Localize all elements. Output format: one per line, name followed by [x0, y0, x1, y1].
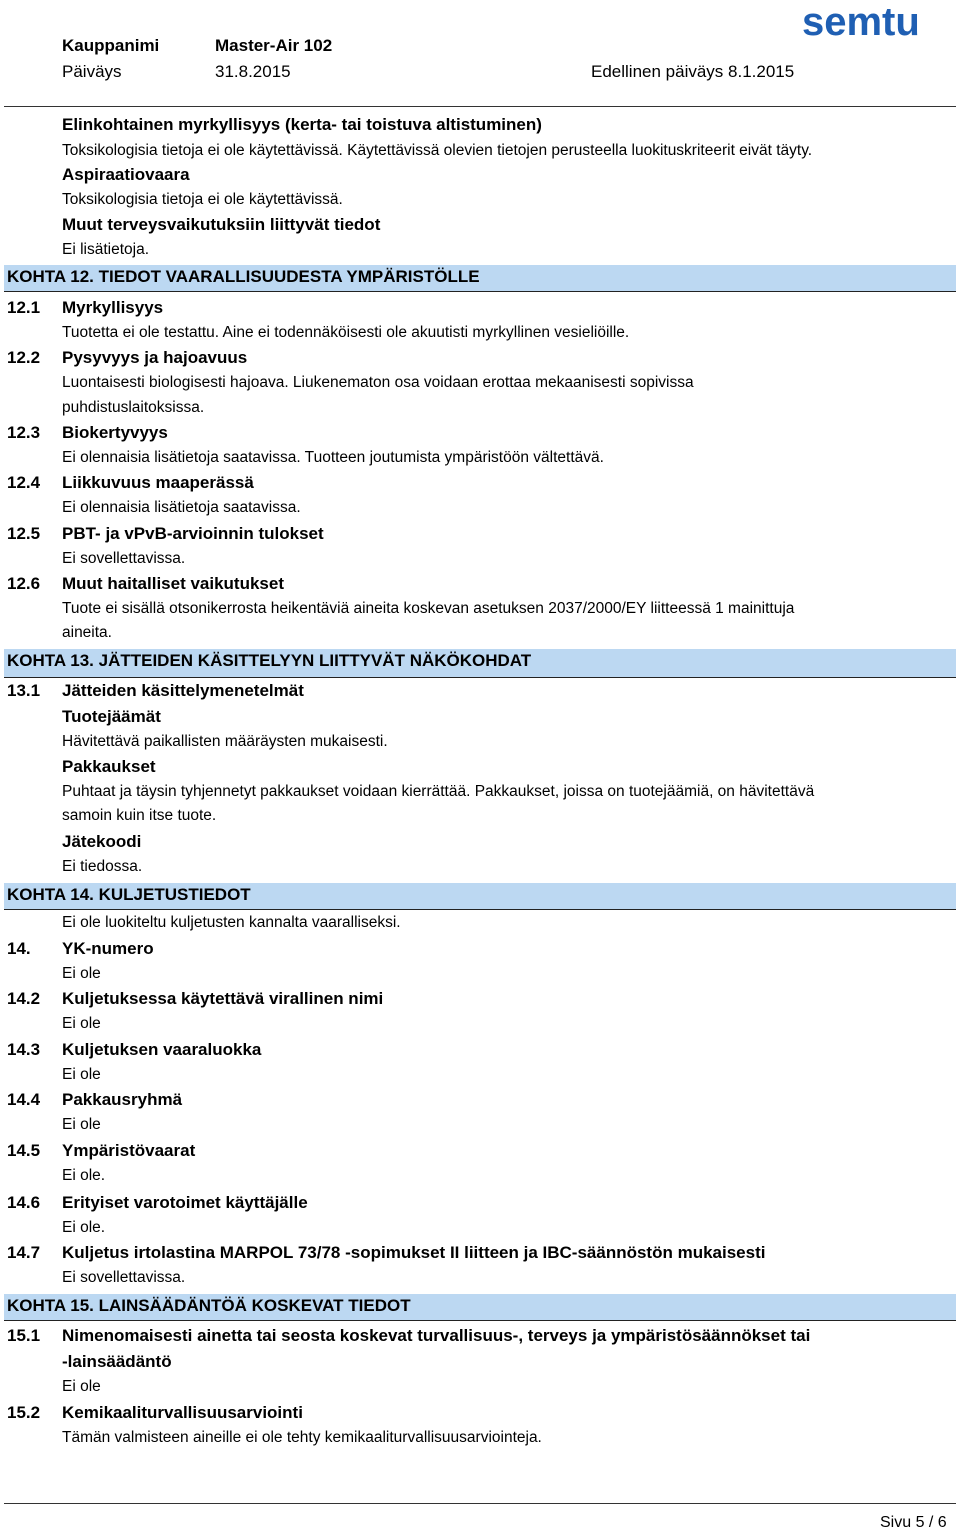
item-number: 12.6 [7, 574, 41, 593]
item-text: Ei ole. [62, 1167, 106, 1184]
item-number: 15.1 [7, 1326, 41, 1345]
header-divider [4, 106, 956, 107]
item-title: Muut haitalliset vaikutukset [62, 574, 284, 593]
item-number: 14.7 [7, 1243, 41, 1262]
item-title: Kemikaaliturvallisuusarviointi [62, 1403, 303, 1422]
item-text: puhdistuslaitoksissa. [62, 399, 205, 416]
packaging-text: Puhtaat ja täysin tyhjennetyt pakkaukset voidaan kierrättää. Pakkaukset, joissa on tuotejäämiä, on hävitettävä [62, 783, 815, 800]
residues-text: Hävitettävä paikallisten määräysten mukaisesti. [62, 733, 388, 750]
item-text: Ei olennaisia lisätietoja saatavissa. Tuotteen joutumista ympäristöön vältettävä. [62, 449, 604, 466]
item-title: -lainsäädäntö [62, 1352, 172, 1371]
semtu-logo: semtu [802, 0, 920, 44]
item-text: Tämän valmisteen aineille ei ole tehty kemikaaliturvallisuusarviointeja. [62, 1429, 542, 1446]
other-health-title: Muut terveysvaikutuksiin liittyvät tiedot [62, 215, 381, 234]
item-text: Luontaisesti biologisesti hajoava. Liukenematon osa voidaan erottaa mekaanisesti sopivissa [62, 374, 694, 391]
section-13-header [4, 649, 956, 678]
item-number: 15.2 [7, 1403, 41, 1422]
item-title: Myrkyllisyys [62, 298, 164, 317]
item-title: YK-numero [62, 939, 154, 958]
other-health-text: Ei lisätietoja. [62, 241, 150, 258]
waste-code-text: Ei tiedossa. [62, 858, 143, 875]
item-title: Nimenomaisesti ainetta tai seosta koskevat turvallisuus-, terveys ja ympäristösäännökset tai [62, 1326, 811, 1345]
section-12-title: KOHTA 12. TIEDOT VAARALLISUUDESTA YMPÄRISTÖLLE [7, 267, 480, 286]
section-15-title: KOHTA 15. LAINSÄÄDÄNTÖÄ KOSKEVAT TIEDOT [7, 1296, 411, 1315]
stot-text: Toksikologisia tietoja ei ole käytettävissä. Käytettävissä olevien tietojen perusteella luokituskriteerit eivät täyty. [62, 142, 813, 159]
item-title: Ympäristövaarat [62, 1141, 196, 1160]
item-title: Erityiset varotoimet käyttäjälle [62, 1193, 308, 1212]
footer-divider [4, 1503, 956, 1504]
section-14-title: KOHTA 14. KULJETUSTIEDOT [7, 885, 251, 904]
item-text: Ei ole [62, 965, 101, 982]
item-title: Liikkuvuus maaperässä [62, 473, 254, 492]
previous-date: Edellinen päiväys 8.1.2015 [591, 62, 795, 81]
item-number: 14.6 [7, 1193, 41, 1212]
item-title: Kuljetus irtolastina MARPOL 73/78 -sopimukset II liitteen ja IBC-säännöstön mukaisesti [62, 1243, 766, 1262]
item-title: Biokertyvyys [62, 423, 168, 442]
date: 31.8.2015 [215, 62, 291, 81]
item-title: Pysyvyys ja hajoavuus [62, 348, 248, 367]
item-number: 13.1 [7, 681, 41, 700]
section-13-title: KOHTA 13. JÄTTEIDEN KÄSITTELYYN LIITTYVÄT NÄKÖKOHDAT [7, 651, 532, 670]
packaging-title: Pakkaukset [62, 757, 156, 776]
item-title: Kuljetuksessa käytettävä virallinen nimi [62, 989, 384, 1008]
residues-title: Tuotejäämät [62, 707, 161, 726]
item-text: Ei ole. [62, 1219, 106, 1236]
trade-name: Master-Air 102 [215, 36, 333, 55]
item-number: 14.4 [7, 1090, 41, 1109]
item-text: Ei ole [62, 1015, 101, 1032]
item-number: 12.2 [7, 348, 41, 367]
trade-name-label: Kauppanimi [62, 36, 160, 55]
item-number: 12.4 [7, 473, 41, 492]
packaging-text: samoin kuin itse tuote. [62, 807, 217, 824]
transport-intro: Ei ole luokiteltu kuljetusten kannalta vaaralliseksi. [62, 914, 401, 931]
item-title: Pakkausryhmä [62, 1090, 183, 1109]
item-title: PBT- ja vPvB-arvioinnin tulokset [62, 524, 324, 543]
item-text: Ei sovellettavissa. [62, 1269, 186, 1286]
item-number: 14.2 [7, 989, 41, 1008]
item-text: Ei ole [62, 1116, 101, 1133]
item-text: Ei ole [62, 1378, 101, 1395]
item-number: 12.5 [7, 524, 41, 543]
aspiration-title: Aspiraatiovaara [62, 165, 190, 184]
item-text: Ei olennaisia lisätietoja saatavissa. [62, 499, 301, 516]
section-14-header [4, 883, 956, 910]
date-label: Päiväys [62, 62, 122, 81]
item-title: Kuljetuksen vaaraluokka [62, 1040, 262, 1059]
item-number: 14. [7, 939, 31, 958]
item-number: 12.3 [7, 423, 41, 442]
page-number: Sivu 5 / 6 [880, 1514, 947, 1531]
section-15-header [4, 1294, 956, 1321]
section-12-header [4, 265, 956, 292]
aspiration-text: Toksikologisia tietoja ei ole käytettävissä. [62, 191, 343, 208]
item-text: Ei sovellettavissa. [62, 550, 186, 567]
item-text: Tuote ei sisällä otsonikerrosta heikentäviä aineita koskevan asetuksen 2037/2000/EY liitteessä 1 mainittuja [62, 600, 795, 617]
item-number: 12.1 [7, 298, 41, 317]
item-text: Ei ole [62, 1066, 101, 1083]
stot-title: Elinkohtainen myrkyllisyys (kerta- tai toistuva altistuminen) [62, 115, 542, 134]
item-text: aineita. [62, 624, 112, 641]
item-text: Tuotetta ei ole testattu. Aine ei todennäköisesti ole akuutisti myrkyllinen vesieliöille. [62, 324, 630, 341]
item-number: 14.5 [7, 1141, 41, 1160]
item-title: Jätteiden käsittelymenetelmät [62, 681, 304, 700]
waste-code-title: Jätekoodi [62, 832, 142, 851]
item-number: 14.3 [7, 1040, 41, 1059]
